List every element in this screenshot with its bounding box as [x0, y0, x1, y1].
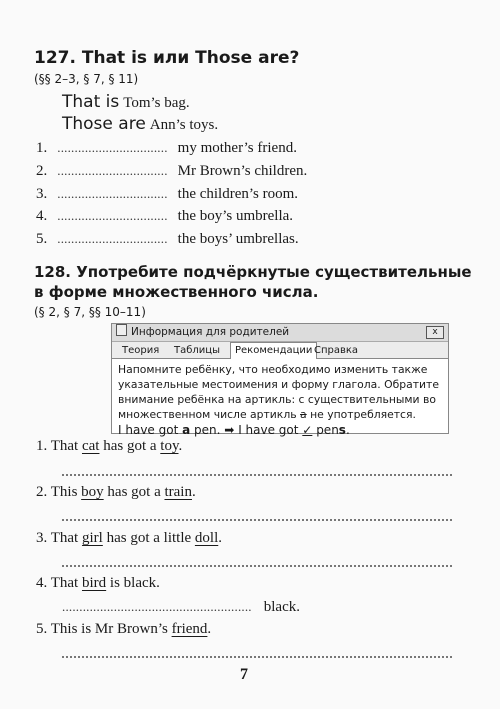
underlined-noun: train	[164, 484, 192, 500]
parent-info-box	[111, 323, 449, 437]
sentence-number: 1.	[36, 438, 48, 454]
item-number: 3.	[36, 186, 48, 202]
sentence-text: That	[50, 530, 79, 546]
sentence-3	[36, 530, 222, 547]
example-plural-noun: pen	[316, 423, 339, 437]
example-line-2	[62, 114, 218, 134]
answer-line[interactable]	[62, 565, 452, 567]
example-plural-start: I have got	[238, 423, 299, 437]
sentence-text: is black.	[109, 575, 160, 591]
sentence-text: black.	[263, 599, 300, 615]
exercise-127-number: 127.	[34, 48, 76, 68]
item-number: 4.	[36, 208, 48, 224]
exercise-127-title	[34, 48, 299, 68]
exercise-127-heading: That is или Those are?	[81, 48, 300, 68]
book-icon	[116, 324, 127, 336]
tab-theory[interactable]: Теория	[122, 345, 160, 356]
item-number: 1.	[36, 140, 48, 156]
sentence-number: 3.	[36, 530, 48, 546]
page-number: 7	[240, 666, 248, 683]
sentence-number: 4.	[36, 575, 48, 591]
exercise-128-refs: (§ 2, § 7, §§ 10–11)	[34, 305, 146, 319]
sentence-text: This is Mr Brown’s	[50, 621, 168, 637]
sentence-text: That	[50, 438, 79, 454]
exercise-127-refs: (§§ 2–3, § 7, § 11)	[34, 72, 139, 86]
close-button[interactable]: x	[426, 326, 444, 339]
answer-line[interactable]	[62, 656, 452, 658]
sentence-4	[36, 575, 160, 592]
answer-blank[interactable]: ................................	[57, 208, 168, 223]
item-text: the boys’ umbrellas.	[177, 231, 299, 247]
answer-blank[interactable]: ................................	[57, 231, 168, 246]
exercise-128-title-line1: 128. Употребите подчёркнутые существительные	[34, 263, 472, 281]
item-number: 5.	[36, 231, 48, 247]
sentence-text: has got a	[107, 484, 161, 500]
sentence-number: 5.	[36, 621, 48, 637]
answer-blank[interactable]: ................................	[57, 140, 168, 155]
sentence-period: .	[178, 438, 183, 454]
arrow-right-icon: ➡	[224, 423, 235, 437]
sentence-text: has got a	[103, 438, 157, 454]
sentence-text: That	[50, 575, 79, 591]
sentence-2	[36, 484, 196, 501]
sentence-text: has got a little	[106, 530, 192, 546]
example-line-1	[62, 92, 190, 112]
answer-line[interactable]	[62, 519, 452, 521]
item-text: my mother’s friend.	[177, 140, 297, 156]
struck-article: a	[300, 408, 307, 421]
info-box-header	[112, 324, 448, 342]
underlined-noun: boy	[81, 484, 104, 500]
sentence-1	[36, 438, 182, 455]
answer-line[interactable]	[62, 474, 452, 476]
underlined-noun: girl	[81, 530, 103, 546]
exercise-128-title	[34, 262, 472, 302]
example-2-object: Ann’s toys.	[149, 117, 219, 133]
tab-reference[interactable]: Справка	[314, 345, 359, 356]
sentence-4-answer	[62, 598, 300, 616]
underlined-noun: bird	[81, 575, 107, 591]
list-item	[36, 162, 307, 180]
info-example-line	[118, 423, 442, 438]
list-item	[36, 230, 299, 248]
answer-blank[interactable]: ................................	[57, 186, 168, 201]
sentence-period: .	[218, 530, 222, 546]
info-text-line: внимание ребёнка на артикль: с существительными во	[118, 393, 436, 406]
example-singular-start: I have got	[118, 423, 179, 437]
info-box-body	[112, 359, 448, 438]
info-text-line: указательные местоимения и форму глагола. Обратите	[118, 378, 439, 391]
item-text: the boy’s umbrella.	[177, 208, 294, 224]
info-box-title: Информация для родителей	[131, 326, 290, 338]
item-text: Mr Brown’s children.	[177, 163, 308, 179]
underlined-noun: doll	[194, 530, 219, 546]
underlined-noun: friend	[171, 621, 208, 637]
sentence-text: This	[50, 484, 78, 500]
sentence-period: .	[191, 484, 196, 500]
list-item	[36, 185, 298, 203]
sentence-period: .	[207, 621, 212, 637]
exercise-128-title-line2: в форме множественного числа.	[34, 283, 319, 301]
info-text-part: множественном числе артикль	[118, 408, 297, 421]
example-singular-noun: pen.	[194, 423, 221, 437]
info-text-part: не употребляется.	[310, 408, 416, 421]
example-article: a	[182, 423, 191, 437]
tab-tables[interactable]: Таблицы	[174, 345, 220, 356]
tab-recommendations[interactable]: Рекомендации	[230, 342, 317, 359]
info-text-line	[118, 407, 442, 422]
example-2-pronoun: Those are	[62, 114, 146, 134]
answer-blank[interactable]: ................................	[57, 163, 168, 178]
example-plural-suffix: s	[338, 423, 346, 437]
answer-blank[interactable]: .......................................................	[62, 599, 252, 614]
item-number: 2.	[36, 163, 48, 179]
list-item	[36, 139, 297, 157]
sentence-5	[36, 621, 211, 638]
sentence-number: 2.	[36, 484, 48, 500]
checkmark-icon: ✓	[302, 423, 313, 437]
example-period: .	[345, 423, 350, 437]
underlined-noun: cat	[81, 438, 100, 454]
underlined-noun: toy	[160, 438, 179, 454]
info-text-line: Напомните ребёнку, что необходимо изменить также	[118, 363, 428, 376]
list-item	[36, 207, 293, 225]
info-tabs	[112, 342, 448, 359]
example-1-pronoun: That is	[62, 92, 120, 112]
example-1-object: Tom’s bag.	[123, 95, 190, 111]
item-text: the children’s room.	[177, 186, 299, 202]
